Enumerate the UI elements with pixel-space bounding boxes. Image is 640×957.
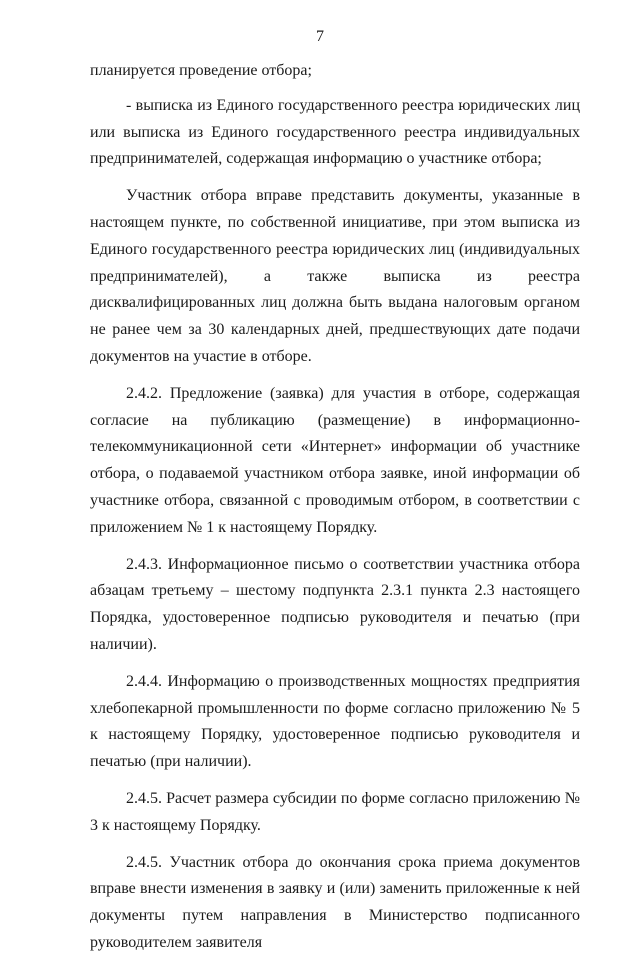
paragraph-continuation: планируется проведение отбора; (90, 62, 312, 79)
paragraph-2-4-2: 2.4.2. Предложение (заявка) для участия в отборе, содержащая согласие на публикацию (размещение) в информационно-телекоммуникационной сети «Интернет» информации об участнике отбора, о подаваемой участником отбора заявке, иной информации об участнике отбора, связанной с проводимым отбором, в соответствии с приложением № 1 к настоящему Порядку. (90, 384, 580, 536)
paragraph-2-4-3: 2.4.3. Информационное письмо о соответствии участника отбора абзацам третьему – шестому подпункта 2.3.1 пункта 2.3 настоящего Порядка, удостоверенное подписью руководителя и печатью (при наличии). (90, 555, 580, 653)
document-body (90, 58, 580, 957)
paragraph-2-4-4: 2.4.4. Информацию о производственных мощностях предприятия хлебопекарной промышленности по форме согласно приложению № 5 к настоящему Порядку, удостоверенное подписью руководителя и печатью (при наличии). (90, 672, 580, 771)
paragraph-egrul-extract: - выписка из Единого государственного реестра юридических лиц или выписка из Единого государственного реестра индивидуальных предпринимателей, содержащая информацию о участнике отбора; (90, 96, 580, 168)
page-number: 7 (316, 28, 324, 45)
paragraph-2-4-5-changes: 2.4.5. Участник отбора до окончания срока приема документов вправе внести изменения в заявку и (или) заменить приложенные к ней документы путем направления в Министерство подписанного руководителем заявителя (90, 853, 580, 951)
paragraph-participant-initiative: Участник отбора вправе представить документы, указанные в настоящем пункте, по собственной инициативе, при этом выписка из Единого государственного реестра юридических лиц (индивидуальных предпринимателей), а также выписка из реестра дисквалифицированных лиц должна быть выдана налоговым органом не ранее чем за 30 календарных дней, предшествующих дате подачи документов на участие в отборе. (90, 187, 580, 365)
paragraph-2-4-5-calculation: 2.4.5. Расчет размера субсидии по форме согласно приложению № 3 к настоящему Порядку. (90, 789, 580, 834)
